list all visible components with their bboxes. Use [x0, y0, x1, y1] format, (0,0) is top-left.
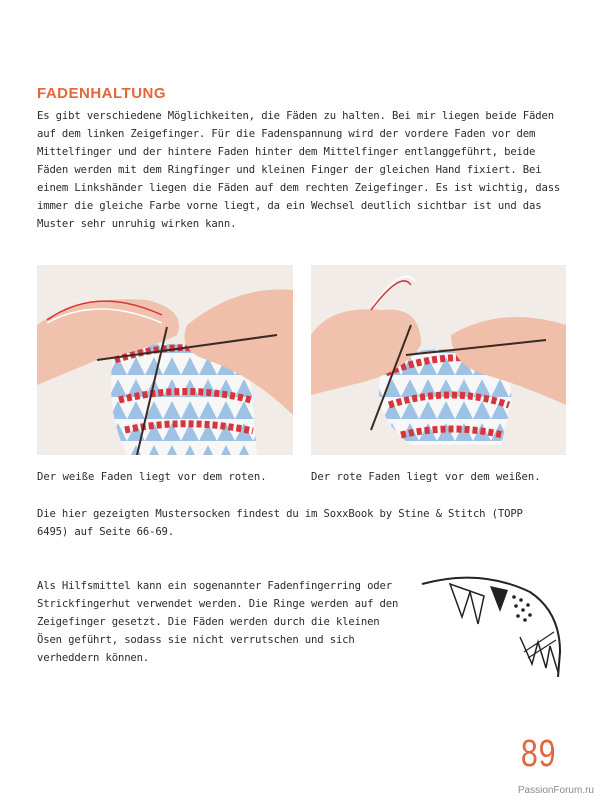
photo-caption-2: Der rote Faden liegt vor dem weißen.	[311, 471, 541, 483]
knitting-photo-white-front	[37, 265, 293, 455]
watermark: PassionForum.ru	[517, 785, 594, 796]
intro-paragraph: Es gibt verschiedene Möglichkeiten, die Fäden zu halten. Bei mir liegen beide Fäden auf dem linken Zeigefinger. Für die Fadenspannung wird der vordere Faden vor dem Mittelfinger und der hintere Faden hinter dem Mittelfinger entlanggeführt, beide Fäden werden mit dem Ringfinger und kleinen Finger der gleichen Hand fixiert. Bei einem Linkshänder liegen die Fäden auf dem rechten Zeigefinger. Es ist wichtig, dass immer die gleiche Farbe vorne liegt, da ein Wechsel deutlich sichtbar ist und das Muster sehr unruhig wirken kann.	[37, 110, 561, 230]
photo-caption-1: Der weiße Faden liegt vor dem roten.	[37, 471, 267, 483]
section-heading: FADENHALTUNG	[37, 85, 167, 102]
page-number: 89	[520, 733, 556, 775]
decorative-sock-drawing-icon	[420, 572, 570, 682]
tip-paragraph: Als Hilfsmittel kann ein sogenannter Fadenfingerring oder Strickfingerhut verwendet werden. Die Ringe werden auf den Zeigefinger gesetzt. Die Fäden werden durch die kleinen Ösen geführt, sodass sie nicht verrutschen und sich verheddern können.	[37, 580, 399, 664]
reference-paragraph: Die hier gezeigten Mustersocken findest du im SoxxBook by Stine & Stitch (TOPP 6495) auf Seite 66-69.	[37, 508, 523, 538]
knitting-photo-red-front	[311, 265, 566, 455]
